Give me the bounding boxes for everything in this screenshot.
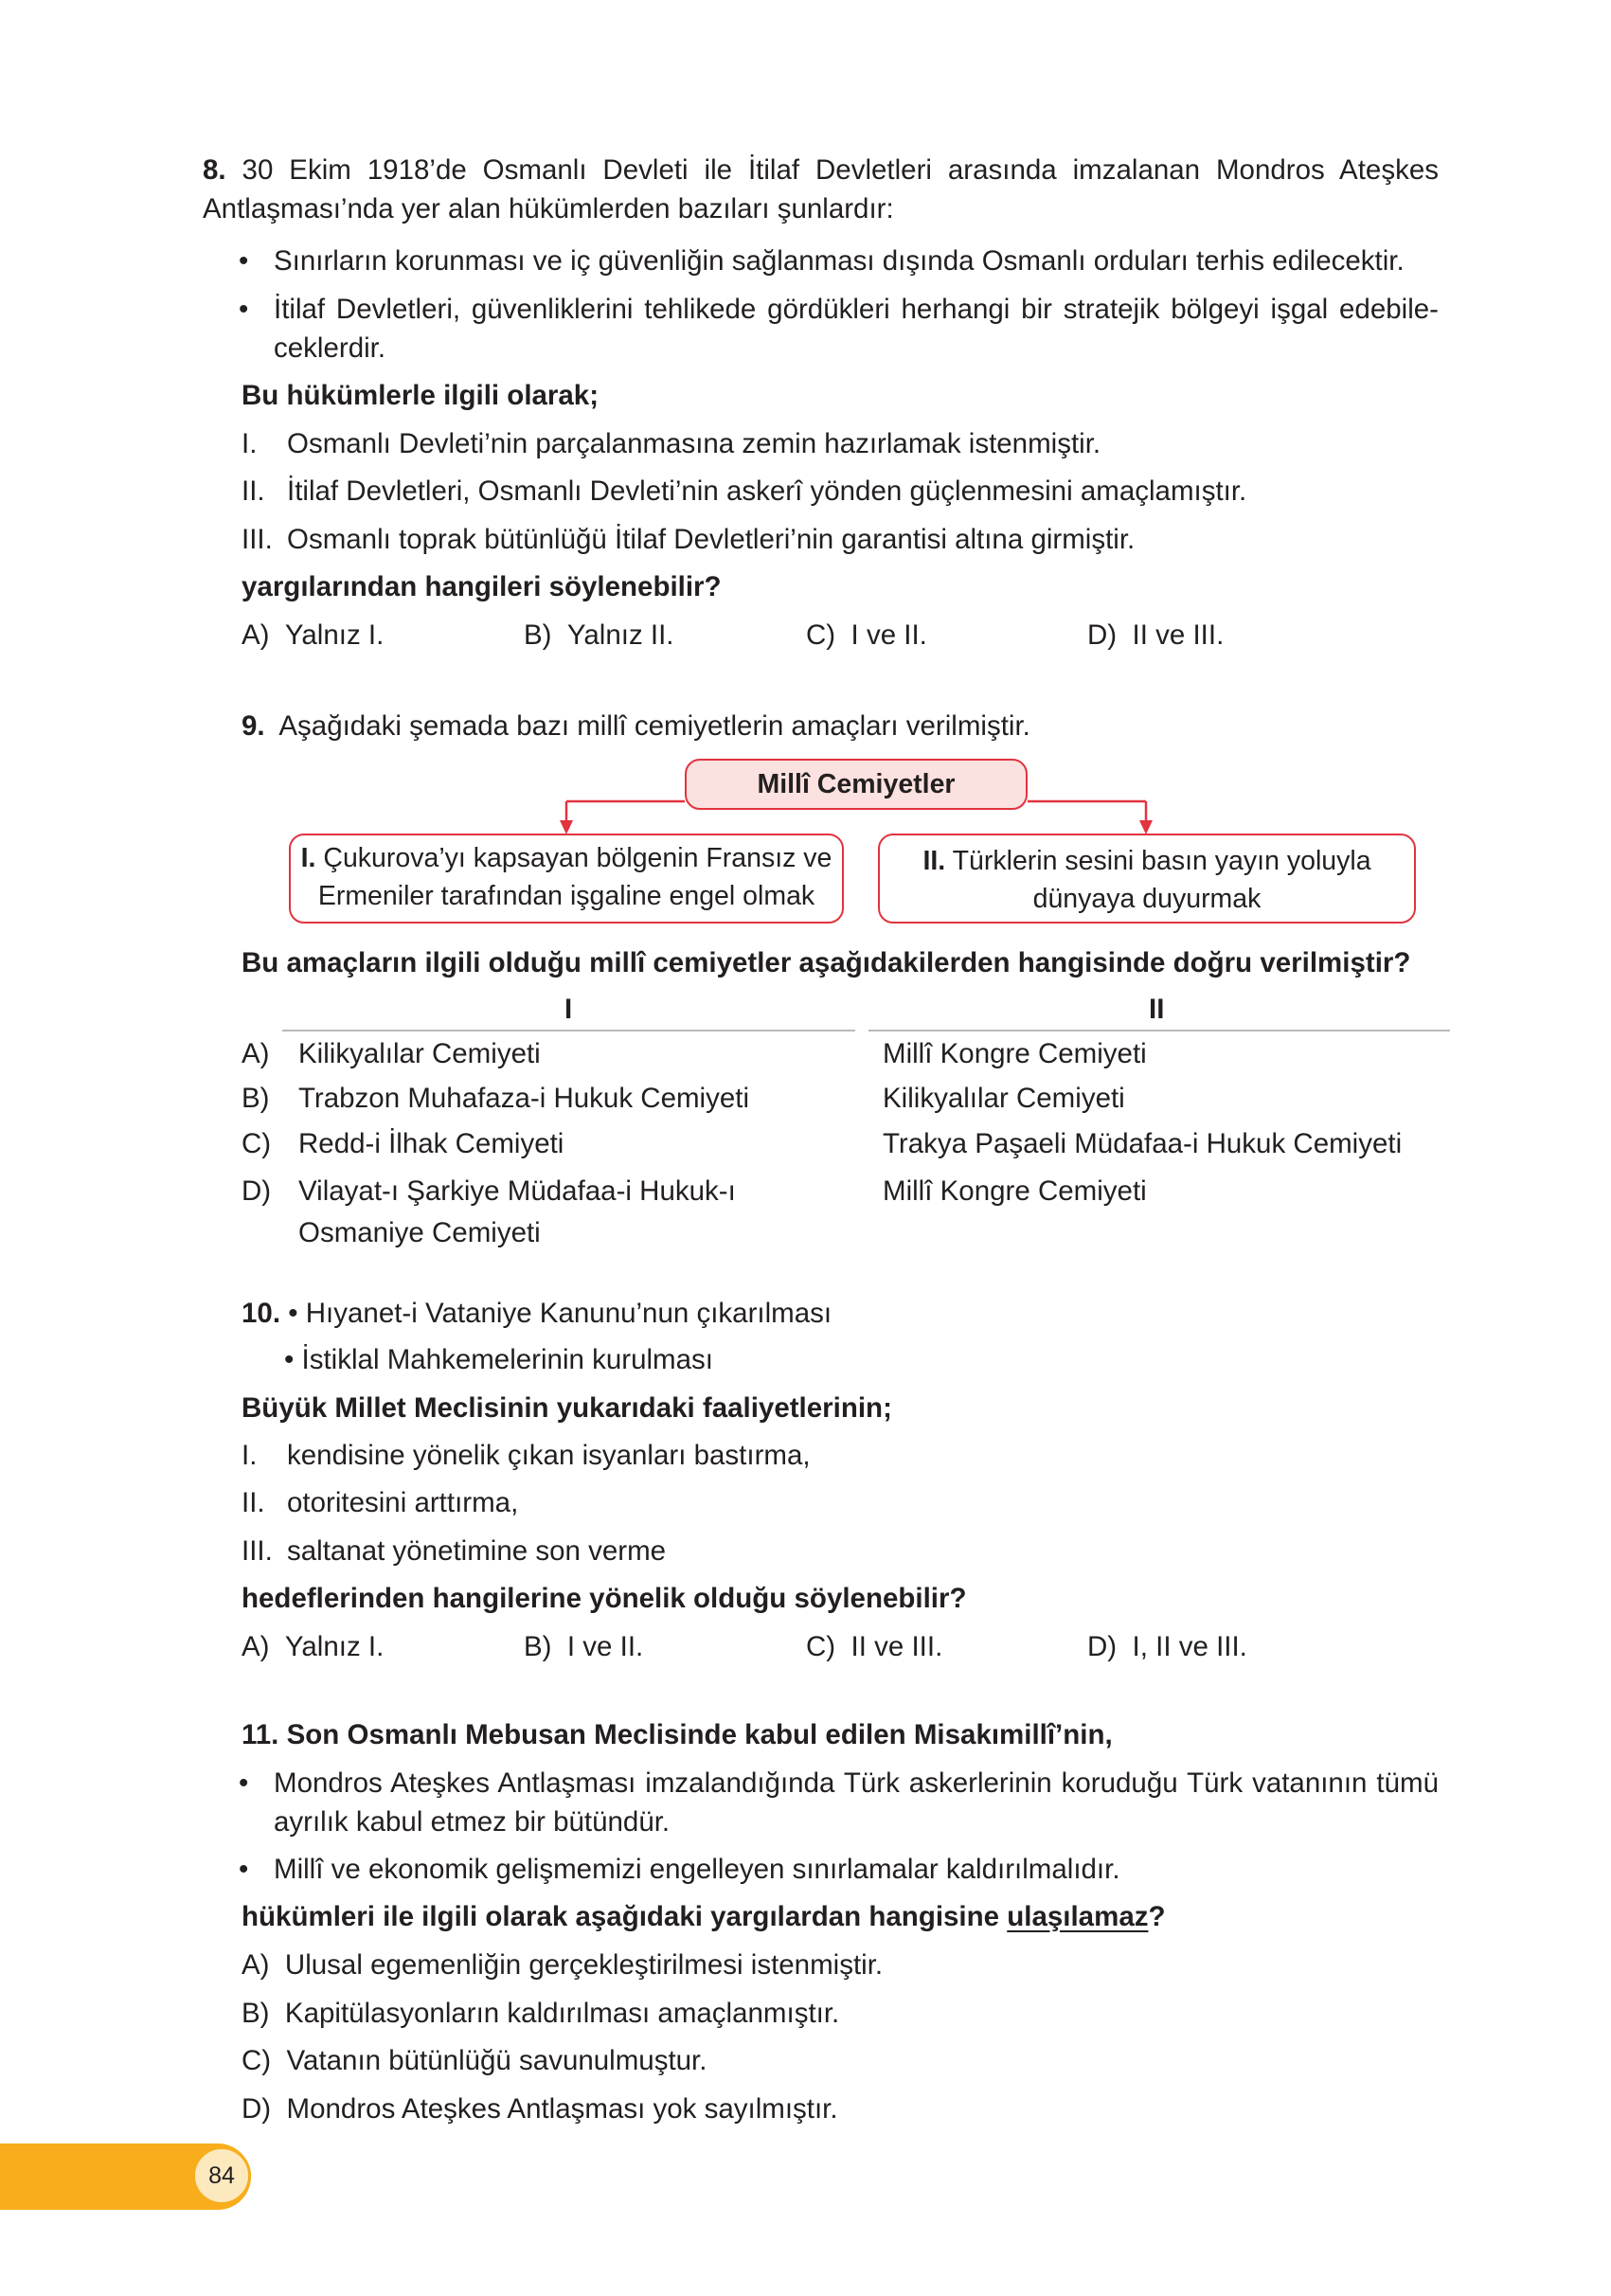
option-c-col-i: Redd-i İlhak Cemiyeti [298, 1128, 564, 1159]
statement-number: II. [242, 475, 265, 507]
option-text: II ve III. [1132, 619, 1225, 651]
diagram-box-i-line1 [291, 840, 842, 878]
option-a-col-i: Kilikyalılar Cemiyeti [298, 1038, 541, 1069]
column-rule-i [282, 1030, 855, 1031]
diagram-box-i [289, 834, 844, 924]
question-prompt [242, 1898, 1166, 1936]
bullet-icon: • [239, 294, 249, 325]
question-number: 8. [203, 154, 226, 186]
bullet-item-cont: ceklerdir. [274, 332, 386, 364]
option-text: II ve III. [850, 1631, 943, 1662]
option-letter: A) [242, 1631, 270, 1662]
bullet-icon: • [239, 245, 249, 277]
diagram-title: Millî Cemiyetler [757, 769, 956, 799]
statement-number: II. [242, 1487, 265, 1518]
option-text: I ve II. [566, 1631, 644, 1662]
statement-text: kendisine yönelik çıkan isyanları bastırma, [287, 1440, 811, 1471]
column-header-ii: II [1149, 994, 1165, 1025]
option-letter: B) [524, 1631, 552, 1662]
option-b-col-ii: Kilikyalılar Cemiyeti [883, 1083, 1125, 1114]
option-d-col-ii: Millî Kongre Cemiyeti [883, 1175, 1147, 1207]
option-text: Yalnız I. [284, 619, 385, 651]
diagram-box-ii-line2: dünyaya duyurmak [1032, 883, 1262, 914]
question-number: 9. [242, 710, 265, 742]
option-letter: A) [242, 1038, 270, 1069]
bullet-icon: • [239, 1767, 249, 1799]
question-number: 10. [242, 1298, 281, 1329]
left-arrowhead [560, 820, 573, 834]
option-d[interactable] [1087, 1628, 1247, 1666]
option-text: I, II ve III. [1132, 1631, 1247, 1662]
option-c[interactable] [806, 1628, 942, 1666]
option-c[interactable] [242, 2042, 707, 2080]
option-d-col-i: Vilayat-ı Şarkiye Müdafaa-i Hukuk-ı [298, 1175, 736, 1207]
bullet-icon: • [284, 1344, 295, 1375]
option-letter: C) [806, 619, 836, 651]
option-text: Yalnız II. [566, 619, 674, 651]
question-lead: Bu hükümlerle ilgili olarak; [242, 380, 600, 411]
option-letter: A) [242, 1949, 270, 1981]
option-c-col-ii: Trakya Paşaeli Müdafaa-i Hukuk Cemiyeti [883, 1128, 1403, 1159]
option-letter: A) [242, 619, 270, 651]
option-d[interactable] [242, 2090, 838, 2128]
option-letter: D) [1087, 619, 1118, 651]
diagram-box-text: Türklerin sesini basın yayın yoluyla [952, 846, 1371, 876]
statement-text: otoritesini arttırma, [287, 1487, 519, 1518]
bullet-item: Sınırların korunması ve iç güvenliğin sağlanması dışında Osmanlı orduları terhis edilecektir. [274, 245, 1405, 277]
option-text: Kapitülasyonların kaldırılması amaçlanmıştır. [284, 1998, 840, 2029]
statement-number: I. [242, 428, 258, 459]
bullet-item-cont: ayrılık kabul etmez bir bütündür. [274, 1806, 671, 1838]
question-text: 30 Ekim 1918’de Osmanlı Devleti ile İtilaf Devletleri arasında imzalanan Mondros Ateşkes [242, 154, 1439, 186]
diagram-box-ii-line1 [880, 843, 1414, 881]
diagram-box-text: Çukurova’yı kapsayan bölgenin Fransız ve [323, 843, 832, 873]
bullet-item: Mondros Ateşkes Antlaşması imzalandığında Türk askerlerinin koruduğu Türk vatanının tümü [274, 1767, 1439, 1799]
diagram-box-number: II. [922, 846, 946, 876]
option-letter: B) [524, 619, 552, 651]
option-text: Mondros Ateşkes Antlaşması yok sayılmıştır. [286, 2093, 838, 2125]
option-b[interactable] [242, 1080, 270, 1118]
option-text: Yalnız I. [284, 1631, 385, 1662]
bullet-item: İtilaf Devletleri, güvenliklerini tehlikede gördükleri herhangi bir stratejik bölgeyi işgal edebile- [274, 294, 1439, 325]
question-lead: Büyük Millet Meclisinin yukarıdaki faaliyetlerinin; [242, 1392, 892, 1424]
question-prompt-emphasis: ulaşılamaz [1007, 1901, 1149, 1932]
question-prompt-end: ? [1148, 1901, 1166, 1932]
option-letter: C) [242, 1128, 272, 1159]
option-a[interactable] [242, 1628, 384, 1666]
bullet-icon: • [288, 1298, 298, 1329]
question-text: Antlaşması’nda yer alan hükümlerden bazıları şunlardır: [203, 193, 894, 224]
option-a[interactable] [242, 1946, 883, 1984]
statement-text: Osmanlı Devleti’nin parçalanmasına zemin hazırlamak istenmiştir. [287, 428, 1101, 459]
option-letter: B) [242, 1998, 270, 2029]
statement-text: İtilaf Devletleri, Osmanlı Devleti’nin askerî yönden güçlenmesini amaçlamıştır. [287, 475, 1247, 507]
option-letter: D) [242, 2093, 272, 2125]
statement-text: saltanat yönetimine son verme [287, 1535, 667, 1567]
diagram-box-ii [878, 834, 1416, 924]
option-b-col-i: Trabzon Muhafaza-i Hukuk Cemiyeti [298, 1083, 750, 1114]
option-b[interactable] [524, 1628, 643, 1666]
column-rule-ii [868, 1030, 1450, 1031]
bullet-icon: • [239, 1854, 249, 1885]
option-letter: D) [242, 1175, 272, 1207]
question-11-lead [242, 1716, 1113, 1754]
option-text: Ulusal egemenliğin gerçekleştirilmesi istenmiştir. [284, 1949, 884, 1981]
bullet-item: Hıyanet-i Vataniye Kanunu’nun çıkarılması [305, 1298, 832, 1329]
option-a-col-ii: Millî Kongre Cemiyeti [883, 1038, 1147, 1069]
statement-number: III. [242, 524, 273, 555]
right-arrowhead [1139, 820, 1153, 834]
option-letter: C) [242, 2045, 272, 2076]
question-number: 11. [242, 1719, 279, 1750]
question-lead: Son Osmanlı Mebusan Meclisinde kabul edilen Misakımillî’nin, [286, 1719, 1113, 1750]
option-letter: D) [1087, 1631, 1118, 1662]
question-prompt-text: hükümleri ile ilgili olarak aşağıdaki yargılardan hangisine [242, 1901, 1008, 1932]
statement-number: III. [242, 1535, 273, 1567]
question-prompt: Bu amaçların ilgili olduğu millî cemiyetler aşağıdakilerden hangisinde doğru verilmiştir? [242, 947, 1411, 978]
question-prompt: hedeflerinden hangilerine yönelik olduğu söylenebilir? [242, 1583, 967, 1614]
option-d-col-i-cont: Osmaniye Cemiyeti [298, 1217, 541, 1248]
option-a[interactable] [242, 1035, 270, 1073]
option-d[interactable] [242, 1173, 271, 1211]
statement-text: Osmanlı toprak bütünlüğü İtilaf Devletleri’nin garantisi altına girmiştir. [287, 524, 1136, 555]
diagram-box-number: I. [300, 843, 316, 873]
option-letter: C) [806, 1631, 836, 1662]
column-header-i: I [564, 994, 573, 1025]
option-text: I ve II. [850, 619, 927, 651]
option-text: Vatanın bütünlüğü savunulmuştur. [286, 2045, 707, 2076]
question-10-bullet-2 [284, 1341, 713, 1379]
statement-number: I. [242, 1440, 258, 1471]
question-prompt: yargılarından hangileri söylenebilir? [242, 571, 722, 602]
bullet-item: Millî ve ekonomik gelişmemizi engelleyen sınırlamalar kaldırılmalıdır. [274, 1854, 1120, 1885]
question-10-bullet-1 [242, 1295, 832, 1333]
diagram-box-i-line2: Ermeniler tarafından işgaline engel olmak [317, 880, 815, 911]
option-c[interactable] [242, 1125, 271, 1163]
bullet-item: İstiklal Mahkemelerinin kurulması [301, 1344, 713, 1375]
page-number: 84 [192, 2146, 251, 2205]
diagram-title-box [685, 759, 1028, 810]
question-text: Aşağıdaki şemada bazı millî cemiyetlerin amaçları verilmiştir. [278, 710, 1030, 742]
option-letter: B) [242, 1083, 270, 1114]
option-b[interactable] [242, 1995, 839, 2033]
